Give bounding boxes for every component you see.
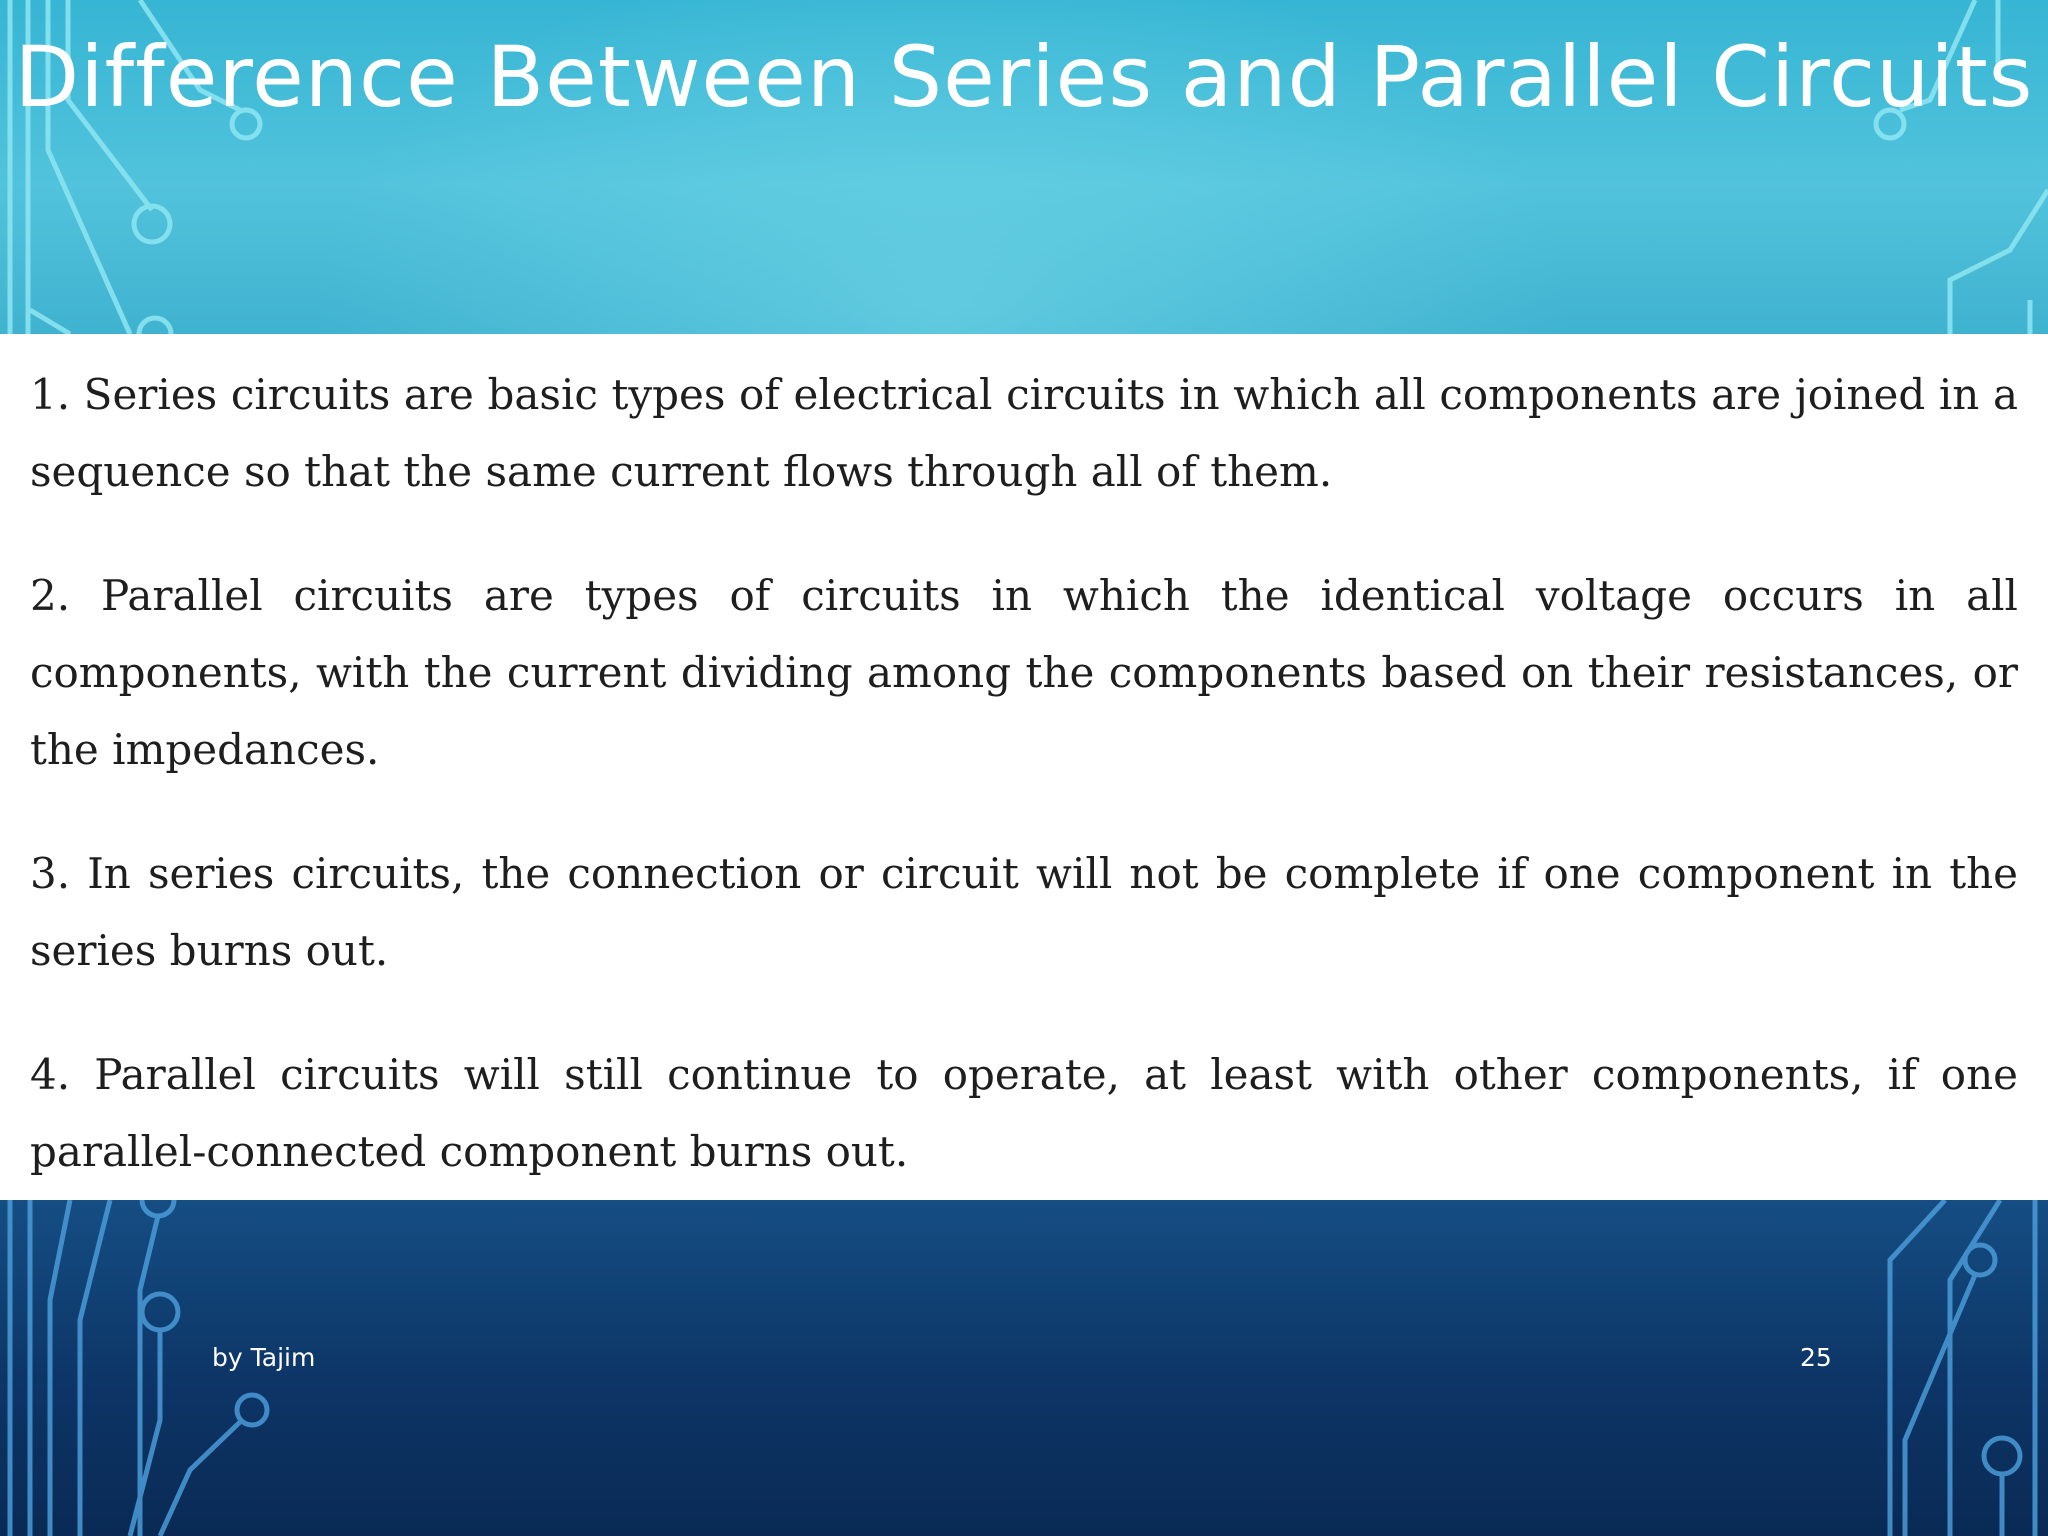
point-3: 3. In series circuits, the connection or circuit will not be complete if one component in the series burns out. <box>30 849 2018 975</box>
point-1: 1. Series circuits are basic types of electrical circuits in which all components are joined in a sequence so that the same current flows through all of them. <box>30 370 2018 496</box>
content-box <box>0 334 2048 1200</box>
point-4: 4. Parallel circuits will still continue to operate, at least with other components, if one parallel-connected component burns out. <box>30 1050 2018 1176</box>
footer-author: by Tajim <box>212 1343 316 1372</box>
point-2: 2. Parallel circuits are types of circuits in which the identical voltage occurs in all components, with the current dividing among the components based on their resistances, or the impedances. <box>30 571 2018 774</box>
slide-title: Difference Between Series and Parallel Circuits <box>14 28 2034 126</box>
slide-number: 25 <box>1800 1343 1832 1372</box>
